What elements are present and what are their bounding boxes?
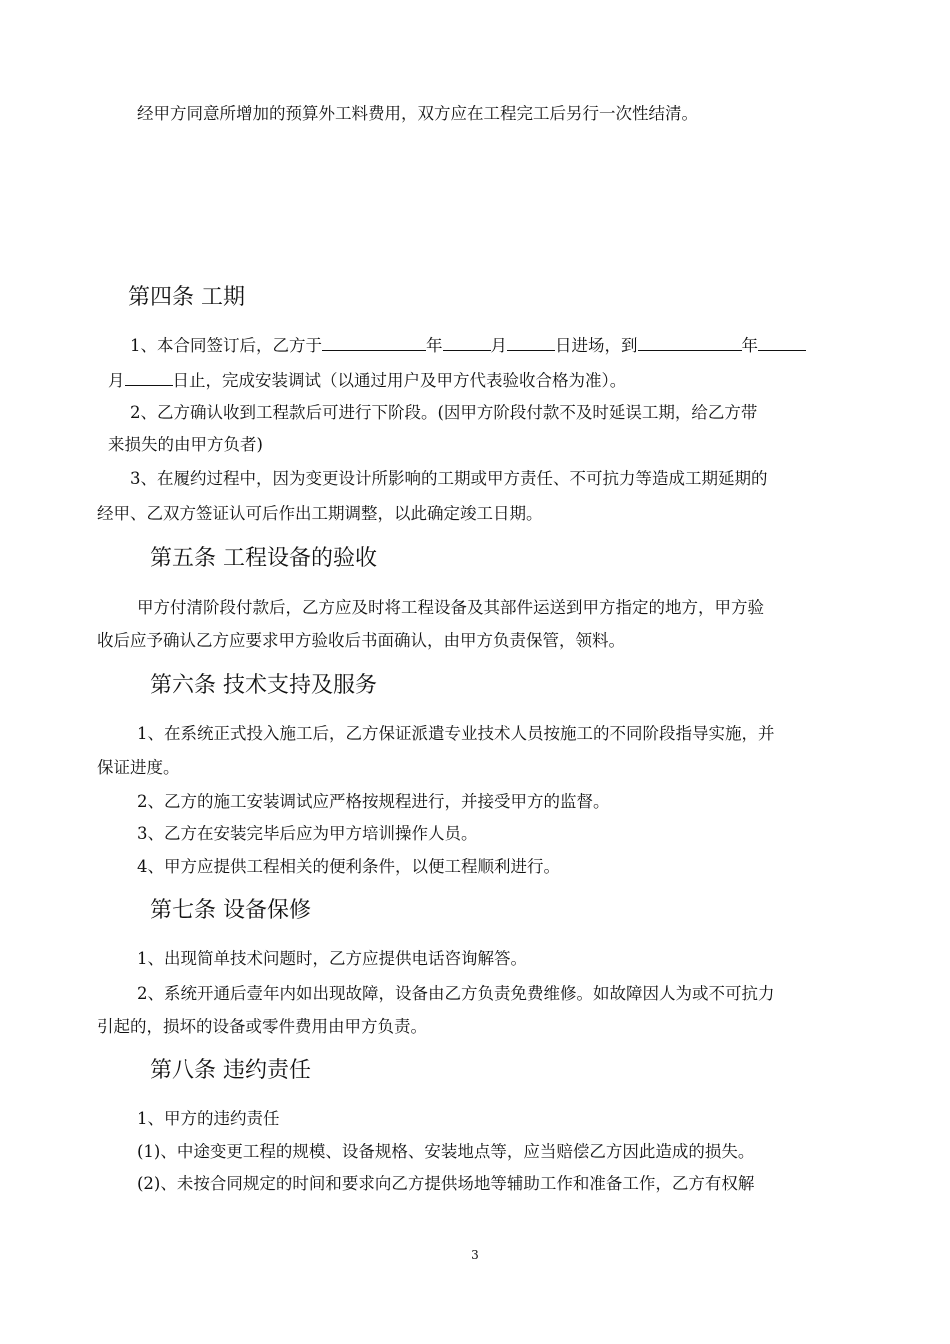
text: 年 — [741, 336, 758, 355]
text: 月 — [490, 336, 507, 355]
intro-paragraph: 经甲方同意所增加的预算外工料费用，双方应在工程完工后另行一次性结清。 — [137, 104, 698, 123]
blank-field — [758, 334, 806, 351]
section-6-line-2: 保证进度。 — [97, 758, 180, 777]
text: 年 — [426, 336, 443, 355]
section-7-line-1: 1、出现简单技术问题时，乙方应提供电话咨询解答。 — [137, 949, 527, 968]
blank-field — [322, 334, 426, 351]
section-7-line-2: 2、系统开通后壹年内如出现故障，设备由乙方负责免费维修。如故障因人为或不可抗力 — [137, 984, 775, 1003]
section-8-line-3: (2)、未按合同规定的时间和要求向乙方提供场地等辅助工作和准备工作，乙方有权解 — [137, 1174, 755, 1193]
text: 1、本合同签订后，乙方于 — [130, 336, 322, 355]
section-4-line-5: 3、在履约过程中，因为变更设计所影响的工期或甲方责任、不可抗力等造成工期延期的 — [130, 469, 768, 488]
blank-field — [507, 334, 555, 351]
blank-field — [443, 334, 491, 351]
section-7-line-3: 引起的，损坏的设备或零件费用由甲方负责。 — [97, 1017, 427, 1036]
section-8-line-2: (1)、中途变更工程的规模、设备规格、安装地点等，应当赔偿乙方因此造成的损失。 — [137, 1142, 755, 1161]
blank-field — [638, 334, 742, 351]
section-6-line-5: 4、甲方应提供工程相关的便利条件，以便工程顺利进行。 — [137, 857, 560, 876]
section-4-line-1 — [130, 334, 806, 357]
section-5-line-1: 甲方付清阶段付款后，乙方应及时将工程设备及其部件运送到甲方指定的地方，甲方验 — [137, 598, 764, 617]
section-6-title: 第六条 技术支持及服务 — [150, 673, 377, 698]
section-6-line-1: 1、在系统正式投入施工后，乙方保证派遣专业技术人员按施工的不同阶段指导实施，并 — [137, 724, 775, 743]
text: 日止，完成安装调试（以通过用户及甲方代表验收合格为准）。 — [172, 371, 627, 390]
section-6-line-4: 3、乙方在安装完毕后应为甲方培训操作人员。 — [137, 824, 478, 843]
section-4-title: 第四条 工期 — [128, 285, 245, 310]
section-4-line-6: 经甲、乙双方签证认可后作出工期调整，以此确定竣工日期。 — [97, 504, 543, 523]
section-8-title: 第八条 违约责任 — [150, 1058, 311, 1083]
section-4-line-3: 2、乙方确认收到工程款后可进行下阶段。(因甲方阶段付款不及时延误工期，给乙方带 — [130, 403, 758, 422]
section-4-line-4: 来损失的由甲方负者) — [108, 435, 263, 454]
text: 月 — [108, 371, 125, 390]
section-7-title: 第七条 设备保修 — [150, 898, 311, 923]
text: 日进场，到 — [555, 336, 638, 355]
section-5-title: 第五条 工程设备的验收 — [150, 546, 377, 571]
section-5-line-2: 收后应予确认乙方应要求甲方验收后书面确认，由甲方负责保管，领料。 — [97, 631, 625, 650]
section-4-line-2 — [108, 369, 626, 392]
section-8-line-1: 1、甲方的违约责任 — [137, 1109, 280, 1128]
blank-field — [125, 369, 173, 386]
section-6-line-3: 2、乙方的施工安装调试应严格按规程进行，并接受甲方的监督。 — [137, 792, 610, 811]
page-number: 3 — [471, 1248, 479, 1262]
